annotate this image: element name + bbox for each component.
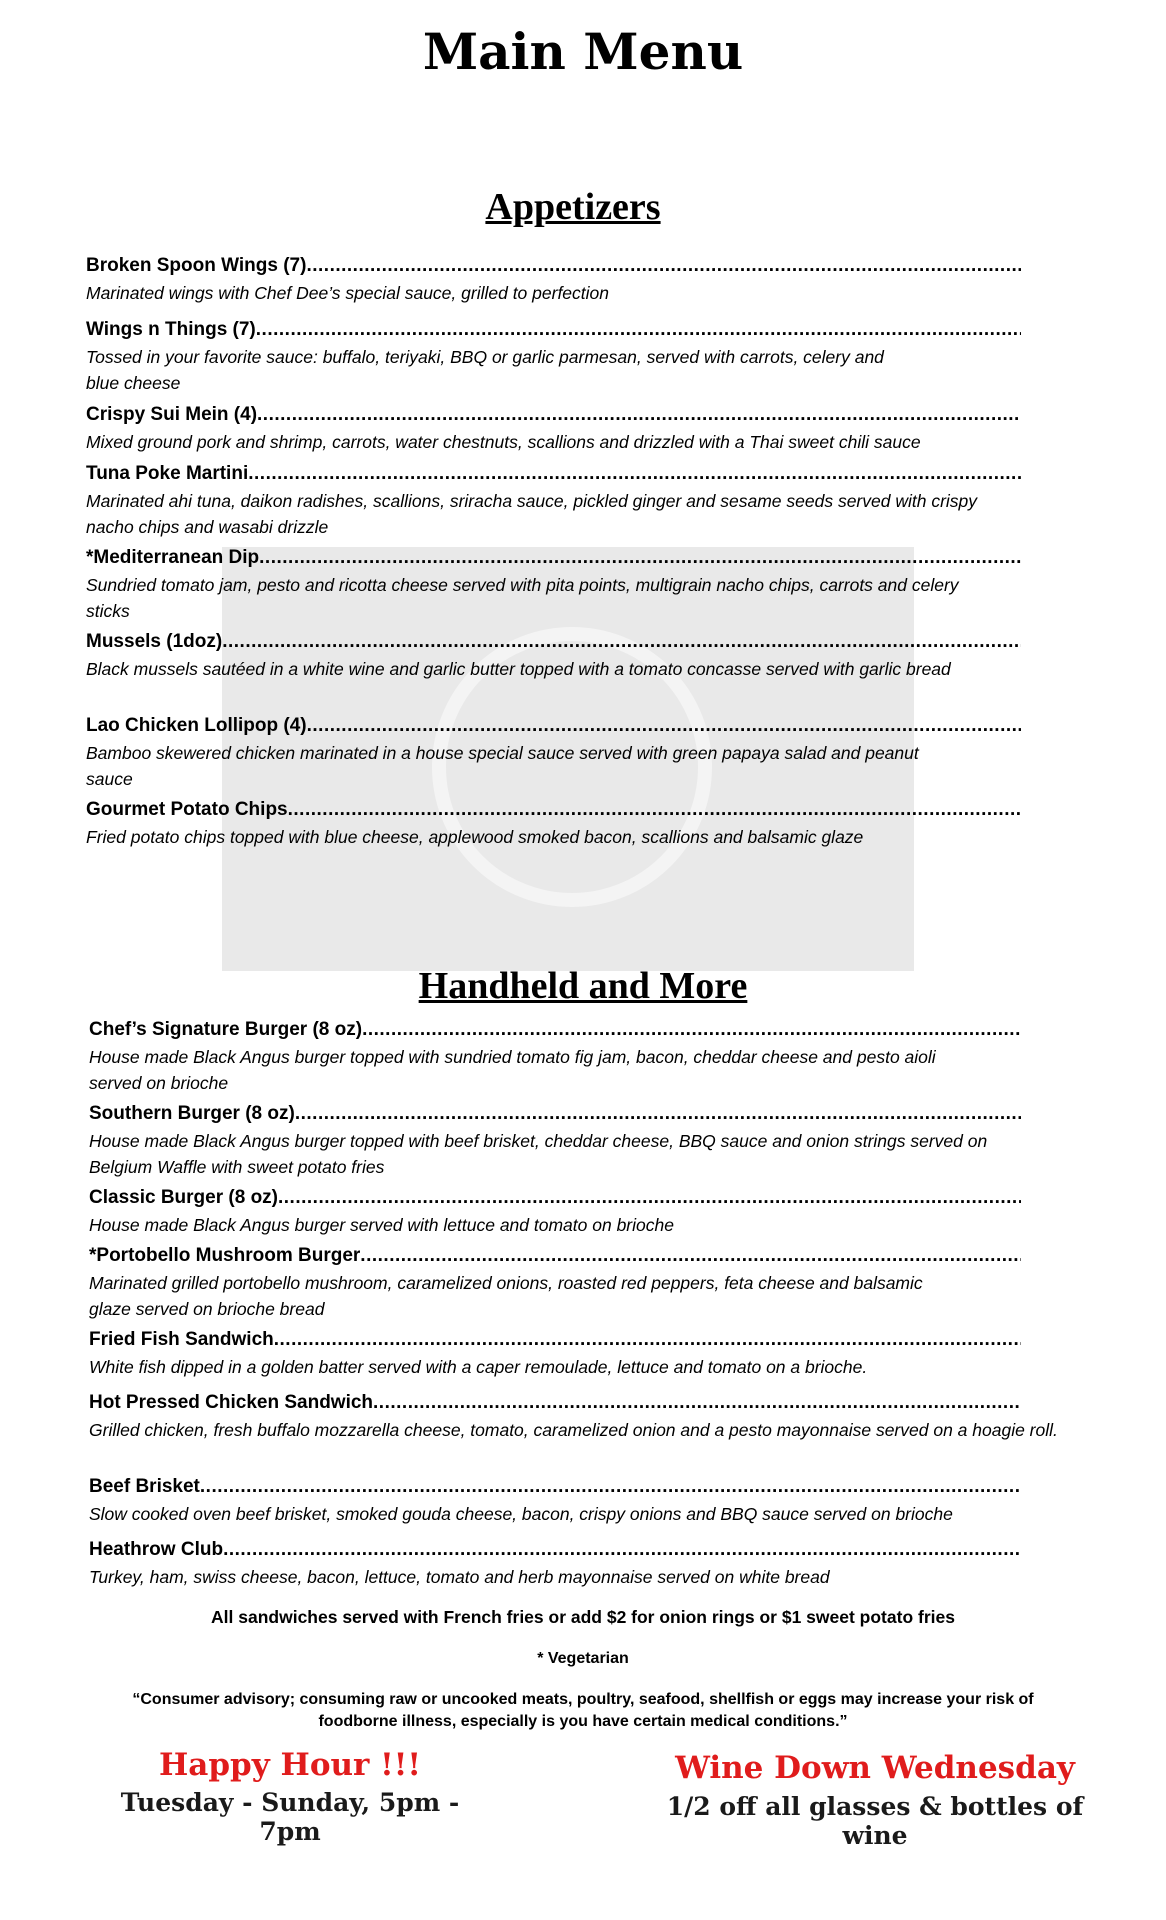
item-name: Wings n Things (7): [86, 319, 256, 340]
item-description: House made Black Angus burger topped with sundried tomato fig jam, bacon, cheddar cheese and pesto aioli served on brioche: [89, 1047, 936, 1093]
item-description: Bamboo skewered chicken marinated in a house special sauce served with green papaya salad and peanut sauce: [86, 743, 919, 789]
item-name: Chef’s Signature Burger (8 oz): [89, 1019, 363, 1040]
menu-item: [86, 629, 1021, 682]
item-description: Sundried tomato jam, pesto and ricotta cheese served with pita points, multigrain nacho chips, carrots and celery sticks: [86, 575, 959, 621]
vegetarian-note: * Vegetarian: [537, 1650, 629, 1667]
menu-item: [89, 1390, 1058, 1443]
item-name: *Portobello Mushroom Burger: [89, 1245, 361, 1266]
menu-item: [86, 402, 1021, 455]
item-name: Tuna Poke Martini: [86, 463, 249, 484]
appetizers-heading: Appetizers: [485, 186, 661, 228]
menu-item: [89, 1537, 1021, 1590]
item-description: Slow cooked oven beef brisket, smoked gouda cheese, bacon, crispy onions and BBQ sauce served on brioche: [89, 1504, 953, 1524]
sides-note: All sandwiches served with French fries or add $2 for onion rings or $1 sweet potato fries: [211, 1607, 955, 1627]
handheld-heading: Handheld and More: [418, 965, 748, 1007]
menu-item: [89, 1185, 1021, 1238]
item-description: Mixed ground pork and shrimp, carrots, water chestnuts, scallions and drizzled with a Thai sweet chili sauce: [86, 432, 921, 452]
menu-item: [86, 545, 1021, 624]
item-description: House made Black Angus burger served with lettuce and tomato on brioche: [89, 1215, 674, 1235]
menu-item: [89, 1243, 1021, 1322]
item-description: Tossed in your favorite sauce: buffalo, teriyaki, BBQ or garlic parmesan, served with carrots, celery and blue cheese: [86, 347, 884, 393]
item-description: Black mussels sautéed in a white wine and garlic butter topped with a tomato concasse served with garlic bread: [86, 659, 951, 679]
wine-down-title: Wine Down Wednesday: [675, 1750, 1075, 1786]
item-name: Classic Burger (8 oz): [89, 1187, 278, 1208]
item-name: Broken Spoon Wings (7): [86, 255, 307, 276]
menu-title: Main Menu: [422, 22, 744, 81]
menu-item: [89, 1101, 1021, 1180]
menu-item: [86, 713, 1021, 792]
item-name: Southern Burger (8 oz): [89, 1103, 295, 1124]
item-name: Lao Chicken Lollipop (4): [86, 715, 307, 736]
item-name: Crispy Sui Mein (4): [86, 404, 258, 425]
menu-item: [86, 461, 1021, 540]
item-description: Fried potato chips topped with blue cheese, applewood smoked bacon, scallions and balsamic glaze: [86, 827, 864, 847]
wine-down-detail: 1/2 off all glasses & bottles of wine: [666, 1792, 1084, 1850]
item-name: Heathrow Club: [89, 1539, 224, 1560]
menu-item: [86, 797, 1021, 850]
menu-item: [86, 317, 1021, 396]
menu-item: [89, 1474, 1021, 1527]
menu-item: [89, 1017, 1021, 1096]
happy-hour-title: Happy Hour !!!: [159, 1747, 421, 1783]
item-name: *Mediterranean Dip: [86, 547, 260, 568]
item-name: Mussels (1doz): [86, 631, 223, 652]
item-description: Grilled chicken, fresh buffalo mozzarella cheese, tomato, caramelized onion and a pesto mayonnaise served on a hoagie roll.: [89, 1420, 1058, 1440]
item-name: Gourmet Potato Chips: [86, 799, 288, 820]
item-description: White fish dipped in a golden batter served with a caper remoulade, lettuce and tomato on a brioche.: [89, 1357, 868, 1377]
consumer-advisory: “Consumer advisory; consuming raw or uncooked meats, poultry, seafood, shellfish or eggs may increase your risk of foodborne illness, especially is you have certain medical conditions.”: [132, 1691, 1034, 1730]
item-description: House made Black Angus burger topped with beef brisket, cheddar cheese, BBQ sauce and onion strings served on Belgium Waffle with sweet potato fries: [89, 1131, 988, 1177]
item-name: Fried Fish Sandwich: [89, 1329, 274, 1350]
item-name: Beef Brisket: [89, 1476, 200, 1497]
item-description: Marinated grilled portobello mushroom, caramelized onions, roasted red peppers, feta cheese and balsamic glaze served on brioche bread: [89, 1273, 923, 1319]
item-description: Marinated ahi tuna, daikon radishes, scallions, sriracha sauce, pickled ginger and sesame seeds served with crispy nacho chips and wasabi drizzle: [86, 491, 978, 537]
item-name: Hot Pressed Chicken Sandwich: [89, 1392, 374, 1413]
happy-hour-time: Tuesday - Sunday, 5pm - 7pm: [120, 1788, 460, 1846]
item-description: Turkey, ham, swiss cheese, bacon, lettuce, tomato and herb mayonnaise served on white bread: [89, 1567, 830, 1587]
item-description: Marinated wings with Chef Dee’s special sauce, grilled to perfection: [86, 283, 610, 303]
menu-item: [86, 253, 1021, 306]
menu-item: [89, 1327, 1021, 1380]
